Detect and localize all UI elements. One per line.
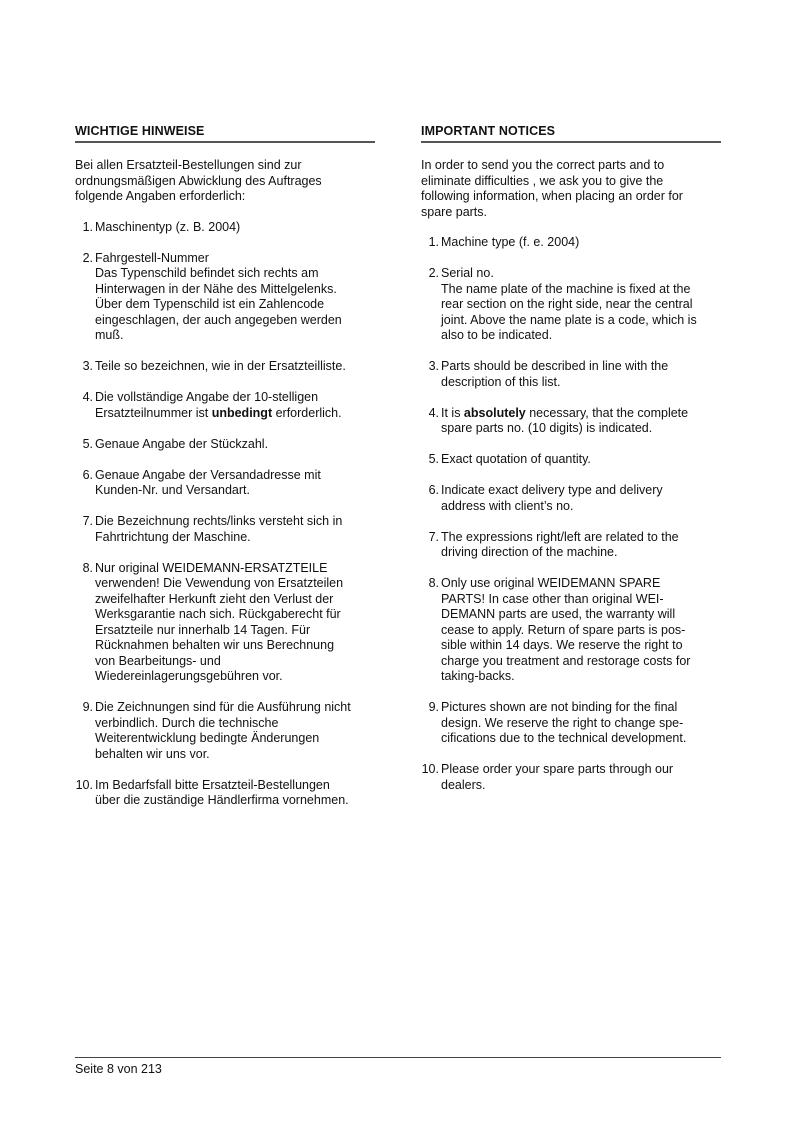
list-item-text-end: erforderlich. <box>272 405 342 420</box>
list-item <box>421 530 721 561</box>
list-item-text: Teile so bezeichnen, wie in der Ersatzteilliste. <box>95 359 346 373</box>
list-item-text: Genaue Angabe der Versandadresse mit Kunden-Nr. und Versandart. <box>95 467 321 497</box>
english-heading: IMPORTANT NOTICES <box>421 124 556 138</box>
list-item <box>421 406 721 437</box>
list-item-text: Serial no. The name plate of the machine is fixed at the rear section on the right side, near the central joint. Above the name plate is a code, which is also to be indicated. <box>441 266 697 342</box>
list-item-text: Die Zeichnungen sind für die Ausführung nicht verbindlich. Durch die technische Weiterentwicklung bedingte Änderungen behalten wir uns vor. <box>95 700 351 761</box>
list-item-text: Fahrgestell-Nummer Das Typenschild befindet sich rechts am Hinterwagen in der Nähe des Mittelgelenks. Über dem Typenschild ist ein Zahlencode eingeschlagen, der auch angegeben werden muß. <box>95 250 342 342</box>
list-item-number: 6. <box>428 483 439 497</box>
list-item-text-end: necessary, that the complete spare parts no. (10 digits) is indicated. <box>441 405 689 435</box>
list-item <box>75 468 375 499</box>
list-item-number: 8. <box>82 560 93 575</box>
list-item <box>421 235 721 251</box>
list-item <box>421 700 721 747</box>
english-heading-rule <box>421 141 721 143</box>
list-item-text: Maschinentyp (z. B. 2004) <box>95 219 241 234</box>
list-item <box>75 514 375 545</box>
english-column <box>421 124 721 809</box>
list-item-number: 2. <box>82 250 93 265</box>
english-notice-list <box>421 235 721 793</box>
list-item-number: 5. <box>82 436 93 451</box>
list-item <box>75 220 375 236</box>
german-column <box>75 124 375 824</box>
list-item-text: Machine type (f. e. 2004) <box>441 235 580 249</box>
list-item <box>75 437 375 453</box>
list-item-number: 3. <box>82 359 93 373</box>
list-item-emphasis: unbedingt <box>211 405 273 420</box>
list-item-text: The expressions right/left are related to the driving direction of the machine. <box>441 529 679 559</box>
german-intro: Bei allen Ersatzteil-Bestellungen sind zur ordnungsmäßigen Abwicklung des Auftrages folgende Angaben erforderlich: <box>75 158 322 203</box>
list-item <box>421 359 721 390</box>
list-item-number: 10. <box>421 762 439 776</box>
list-item <box>75 778 375 809</box>
list-item-text <box>441 406 721 437</box>
list-item-text: Only use original WEIDEMANN SPARE PARTS! In case other than original WEI- DEMANN parts are used, the warranty will cease to apply. Return of spare parts is pos- sible within 14 days. We reserve the right to charge you treatment and restorage costs for taking-backs. <box>441 576 691 683</box>
list-item-number: 4. <box>82 390 93 404</box>
list-item-text: Please order your spare parts through our dealers. <box>441 762 674 792</box>
german-notice-list <box>75 220 375 809</box>
list-item <box>75 700 375 762</box>
list-item-number: 3. <box>428 359 439 373</box>
list-item-number: 7. <box>428 529 439 544</box>
german-heading-rule <box>75 141 375 143</box>
list-item <box>75 251 375 344</box>
list-item-text: Die Bezeichnung rechts/links versteht sich in Fahrtrichtung der Maschine. <box>95 514 343 544</box>
list-item-text: Exact quotation of quantity. <box>441 452 591 466</box>
list-item-text-start: Die vollständige Angabe der 10-stelligen Ersatzteilnummer ist <box>95 390 319 420</box>
list-item-text-start: It is <box>441 405 464 420</box>
list-item-number: 10. <box>75 777 93 792</box>
german-heading: WICHTIGE HINWEISE <box>75 124 205 138</box>
list-item-number: 8. <box>428 576 439 590</box>
list-item-number: 6. <box>82 467 93 482</box>
list-item-text: Nur original WEIDEMANN-ERSATZTEILE verwenden! Die Vewendung von Ersatzteilen zweifelhafter Herkunft zieht den Verlust der Werksgarantie nach sich. Rückgaberecht für Ersatzteile nur innerhalb 14 Tagen. Für Rücknahmen behalten wir uns Berechnung von Bearbeitungs- und Wiedereinlagerungsgebühren vor. <box>95 560 344 683</box>
list-item-number: 9. <box>82 700 93 714</box>
list-item-emphasis: absolutely <box>463 405 526 420</box>
list-item-text <box>95 390 375 421</box>
list-item-text: Genaue Angabe der Stückzahl. <box>95 436 269 451</box>
list-item-number: 9. <box>428 700 439 714</box>
list-item <box>421 266 721 344</box>
list-item-text: Indicate exact delivery type and delivery address with client’s no. <box>441 483 663 513</box>
list-item <box>421 452 721 468</box>
list-item <box>421 762 721 793</box>
page-number: Seite 8 von 213 <box>75 1062 162 1076</box>
list-item <box>75 390 375 421</box>
list-item-number: 5. <box>428 452 439 466</box>
list-item-text: Pictures shown are not binding for the final design. We reserve the right to change spe- cifications due to the technical development. <box>441 700 687 745</box>
list-item-text: Parts should be described in line with the description of this list. <box>441 359 669 389</box>
list-item-number: 1. <box>82 219 93 234</box>
list-item-number: 4. <box>428 405 439 420</box>
list-item <box>75 359 375 375</box>
list-item-text: Im Bedarfsfall bitte Ersatzteil-Bestellungen über die zuständige Händlerfirma vornehmen. <box>95 777 349 807</box>
list-item-number: 7. <box>82 514 93 528</box>
footer-rule <box>75 1057 721 1058</box>
list-item-number: 2. <box>428 266 439 280</box>
english-intro: In order to send you the correct parts and to eliminate difficulties , we ask you to give the following information, when placing an order for spare parts. <box>421 158 683 219</box>
list-item <box>421 576 721 685</box>
list-item <box>75 561 375 685</box>
list-item <box>421 483 721 514</box>
list-item-number: 1. <box>428 235 439 249</box>
